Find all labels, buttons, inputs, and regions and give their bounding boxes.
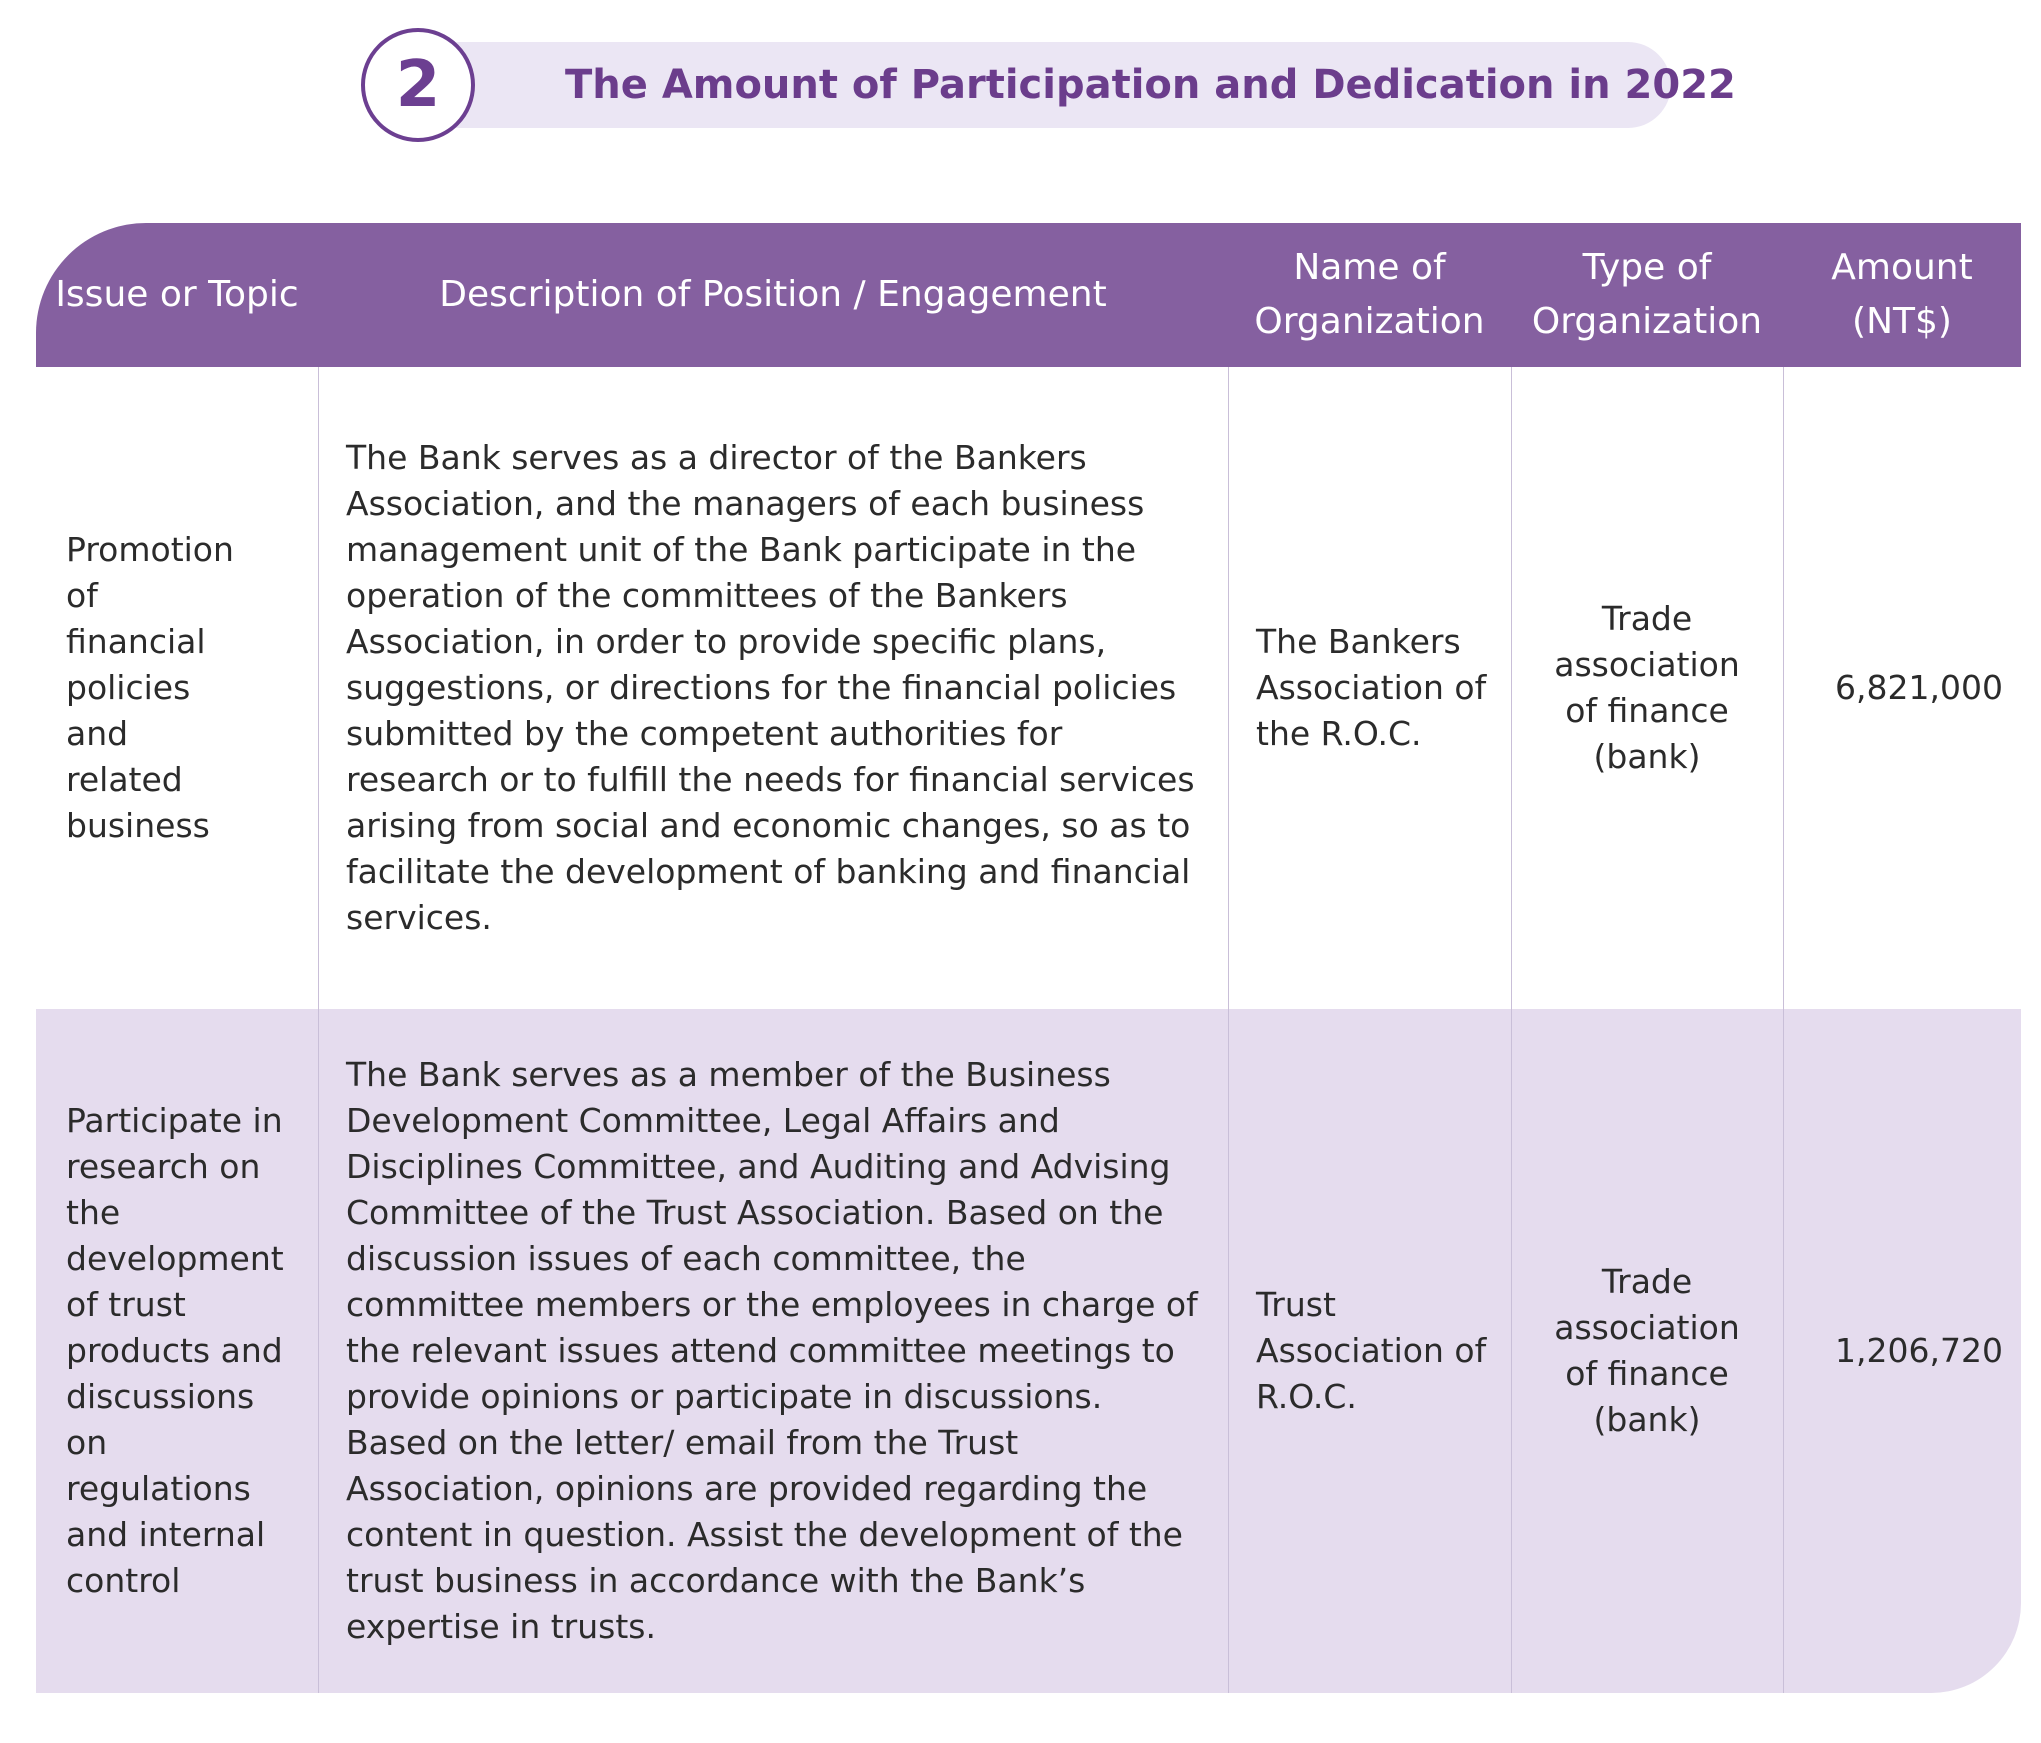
topic-text: Promotion of financial policies and related business [66,530,234,845]
cell-organization-name [1228,367,1511,1009]
header-description: Description of Position / Engagement [439,274,1107,315]
section-number-badge: 2 [361,28,475,142]
table-row [36,367,2021,1009]
header-amount: Amount (NT$) [1831,247,1973,342]
description-text: The Bank serves as a member of the Business Development Committee, Legal Affairs and Disciplines Committee, and Auditing and Advising Committee of the Trust Association. Based on the discussion issues of each committee, the committee members or the employees in charge of the relevant issues attend committee meetings to provide opinions or participate in discussions. Based on the letter/ email from the Trust Association, opinions are provided regarding the content in question. Assist the development of the trust business in accordance with the Bank’s expertise in trusts. [346,1055,1198,1646]
header-organization-name: Name of Organization [1254,247,1485,342]
header-issue-topic: Issue or Topic [55,274,299,315]
participation-table [36,223,2021,1693]
table-header-row [36,223,2021,367]
section-title: The Amount of Participation and Dedication in 2022 [565,62,1736,108]
topic-text: Participate in research on the development of trust products and discussions on regulations and internal control [66,1101,284,1600]
cell-issue-topic [36,367,318,1009]
organization-name-text: The Bankers Association of the R.O.C. [1256,622,1487,753]
organization-type-text: Trade association of finance (bank) [1554,599,1740,776]
organization-type-text: Trade association of finance (bank) [1554,1262,1740,1439]
cell-amount [1783,1009,2021,1693]
header-organization-type: Type of Organization [1531,247,1763,342]
cell-organization-type [1511,367,1783,1009]
cell-amount [1783,367,2021,1009]
cell-organization-type [1511,1009,1783,1693]
amount-text: 1,206,720 [1835,1331,2003,1370]
cell-issue-topic [36,1009,318,1693]
amount-text: 6,821,000 [1835,668,2003,707]
organization-name-text: Trust Association of R.O.C. [1256,1285,1487,1416]
cell-description [318,1009,1228,1693]
description-text: The Bank serves as a director of the Bankers Association, and the managers of each business management unit of the Bank participate in the operation of the committees of the Bankers Association, in order to provide specific plans, suggestions, or directions for the financial policies submitted by the competent authorities for research or to fulfill the needs for financial services arising from social and economic changes, so as to facilitate the development of banking and financial services. [346,438,1195,937]
cell-organization-name [1228,1009,1511,1693]
section-header [361,28,1736,143]
cell-description [318,367,1228,1009]
table-row [36,1009,2021,1693]
